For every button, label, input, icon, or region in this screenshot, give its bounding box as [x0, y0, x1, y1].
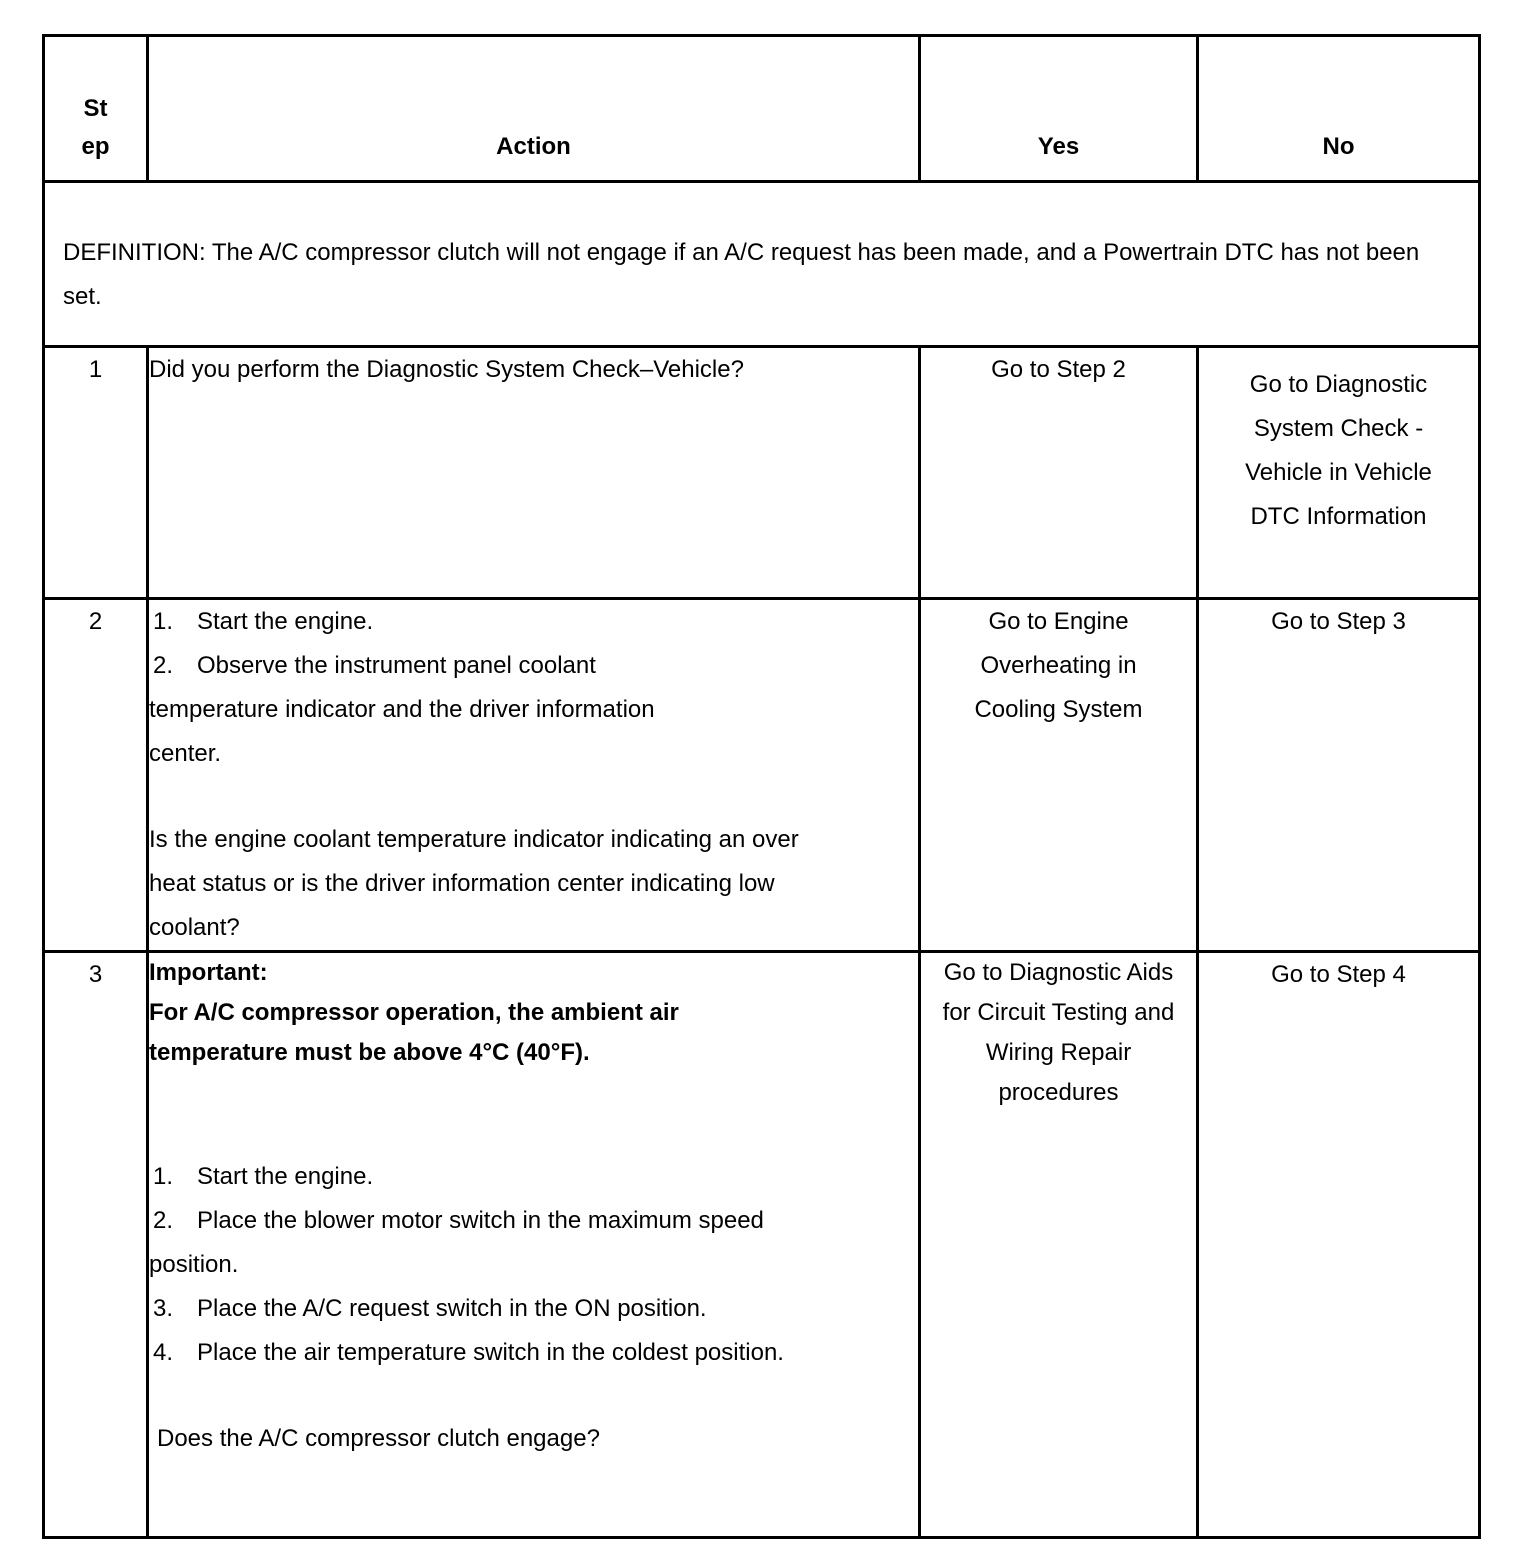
- table-row: [44, 347, 1480, 599]
- action-cell: [148, 952, 920, 1538]
- important-text: For A/C compressor operation, the ambient air temperature must be above 4°C (40°F).: [149, 999, 679, 1066]
- list-item-number: 1.: [153, 608, 174, 635]
- list-item-text: Place the A/C request switch in the ON position.: [197, 1295, 707, 1322]
- list-item-number: 3.: [153, 1295, 174, 1322]
- list-item: [149, 1287, 918, 1331]
- list-item: [149, 644, 709, 776]
- yes-link[interactable]: Go to Step 2: [991, 356, 1126, 383]
- no-link[interactable]: Go to Diagnostic System Check - Vehicle in Vehicle DTC Information: [1245, 371, 1432, 530]
- list-item-number: 2.: [153, 1207, 174, 1234]
- spacer: [149, 1375, 918, 1417]
- list-item-number: 4.: [153, 1339, 174, 1366]
- action-question: Did you perform the Diagnostic System Check–Vehicle?: [149, 356, 744, 383]
- list-item-text: Start the engine.: [197, 608, 374, 635]
- step-number: 2: [44, 599, 148, 952]
- list-item-text: Place the air temperature switch in the coldest position.: [197, 1339, 784, 1366]
- definition-row: [44, 182, 1480, 347]
- no-cell: [1198, 599, 1480, 952]
- header-step: [44, 36, 148, 182]
- step-number: 3: [44, 952, 148, 1538]
- spacer: [149, 1073, 918, 1155]
- list-item-number: 2.: [153, 652, 174, 679]
- header-row: [44, 36, 1480, 182]
- header-step-label: St ep: [81, 95, 110, 160]
- no-cell: [1198, 952, 1480, 1538]
- header-action: Action: [148, 36, 920, 182]
- important-label: Important:: [149, 959, 268, 986]
- diagnostic-table: [42, 34, 1481, 1539]
- list-item-number: 1.: [153, 1163, 174, 1190]
- list-item-text: Observe the instrument panel coolant temperature indicator and the driver information center.: [149, 652, 655, 767]
- action-cell: [148, 347, 920, 599]
- list-item: [149, 600, 918, 644]
- action-question: Does the A/C compressor clutch engage?: [157, 1425, 600, 1452]
- header-no: No: [1198, 36, 1480, 182]
- no-link[interactable]: Go to Step 3: [1271, 608, 1406, 635]
- action-question: Is the engine coolant temperature indicator indicating an over heat status or is the driver information center indicating low coolant?: [149, 826, 799, 941]
- yes-cell: [920, 952, 1198, 1538]
- definition-text: DEFINITION: The A/C compressor clutch will not engage if an A/C request has been made, and a Powertrain DTC has not been set.: [44, 182, 1480, 347]
- yes-link[interactable]: Go to Engine Overheating in Cooling System: [974, 608, 1143, 723]
- list-item: [149, 1155, 918, 1199]
- yes-link[interactable]: Go to Diagnostic Aids for Circuit Testing and Wiring Repair procedures: [942, 959, 1175, 1106]
- list-item: [149, 1331, 789, 1375]
- yes-cell: [920, 599, 1198, 952]
- list-item-text: Place the blower motor switch in the maximum speed position.: [149, 1207, 764, 1278]
- no-cell: [1198, 347, 1480, 599]
- action-cell: [148, 599, 920, 952]
- step-number: 1: [44, 347, 148, 599]
- header-yes: Yes: [920, 36, 1198, 182]
- table-row: [44, 952, 1480, 1538]
- list-item: [149, 1199, 789, 1287]
- list-item-text: Start the engine.: [197, 1163, 374, 1190]
- table-row: [44, 599, 1480, 952]
- no-link[interactable]: Go to Step 4: [1271, 961, 1406, 988]
- spacer: [149, 776, 918, 818]
- yes-cell: [920, 347, 1198, 599]
